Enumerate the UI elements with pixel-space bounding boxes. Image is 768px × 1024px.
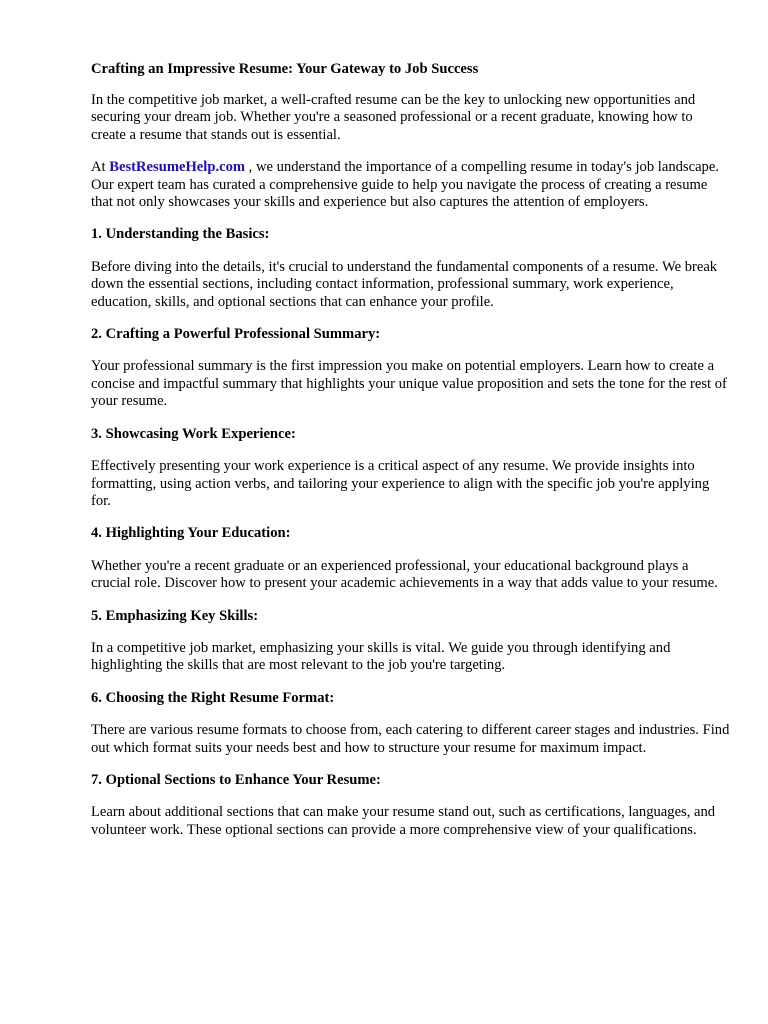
bestresumehelp-link[interactable]: BestResumeHelp.com bbox=[109, 159, 246, 176]
section-body: Effectively presenting your work experience is a critical aspect of any resume. We provide insights into formatting, using action verbs, and tailoring your experience to align with the specific job you're applying for. bbox=[91, 458, 710, 509]
about-paragraph bbox=[91, 159, 731, 211]
section-body: Learn about additional sections that can make your resume stand out, such as certifications, languages, and volunteer work. These optional sections can provide a more comprehensive view of your qualifications. bbox=[91, 804, 716, 838]
section-heading: 4. Highlighting Your Education: bbox=[91, 525, 291, 542]
section-body: In a competitive job market, emphasizing your skills is vital. We guide you through identifying and highlighting the skills that are most relevant to the job you're targeting. bbox=[91, 639, 671, 674]
document-content bbox=[91, 60, 731, 854]
section-heading: 5. Emphasizing Key Skills: bbox=[91, 607, 259, 624]
section-body: Before diving into the details, it's crucial to understand the fundamental components of a resume. We break down the essential sections, including contact information, professional summary, work experience, education, skills, and optional sections that can enhance your profile. bbox=[91, 258, 718, 310]
intro-paragraph: In the competitive job market, a well-crafted resume can be the key to unlocking new opportunities and securing your dream job. Whether you're a seasoned professional or a recent graduate, knowing how to create a resume that stands out is essential. bbox=[91, 92, 696, 143]
section-body: There are various resume formats to choose from, each catering to different career stages and industries. Find out which format suits your needs best and how to structure your resume for maximum impact. bbox=[91, 722, 730, 756]
about-prefix: At bbox=[91, 159, 110, 176]
section-heading: 2. Crafting a Powerful Professional Summary: bbox=[91, 326, 381, 343]
section-heading: 6. Choosing the Right Resume Format: bbox=[91, 689, 335, 706]
section-heading: 1. Understanding the Basics: bbox=[91, 226, 270, 243]
section-heading: 3. Showcasing Work Experience: bbox=[91, 425, 296, 442]
about-text: , we understand the importance of a compelling resume in today's job landscape. Our expert team has curated a comprehensive guide to help you navigate the process of creating a resume that not only showcases your skills and experience but also captures the attention of employers. bbox=[91, 159, 719, 211]
document-title: Crafting an Impressive Resume: Your Gateway to Job Success bbox=[91, 61, 479, 77]
section-heading: 7. Optional Sections to Enhance Your Resume: bbox=[91, 771, 381, 788]
section-body: Whether you're a recent graduate or an experienced professional, your educational background plays a crucial role. Discover how to present your academic achievements in a way that adds value to your resume. bbox=[91, 557, 718, 592]
section-body: Your professional summary is the first impression you make on potential employers. Learn how to create a concise and impactful summary that highlights your unique value proposition and sets the tone for the rest of your resume. bbox=[91, 358, 727, 410]
